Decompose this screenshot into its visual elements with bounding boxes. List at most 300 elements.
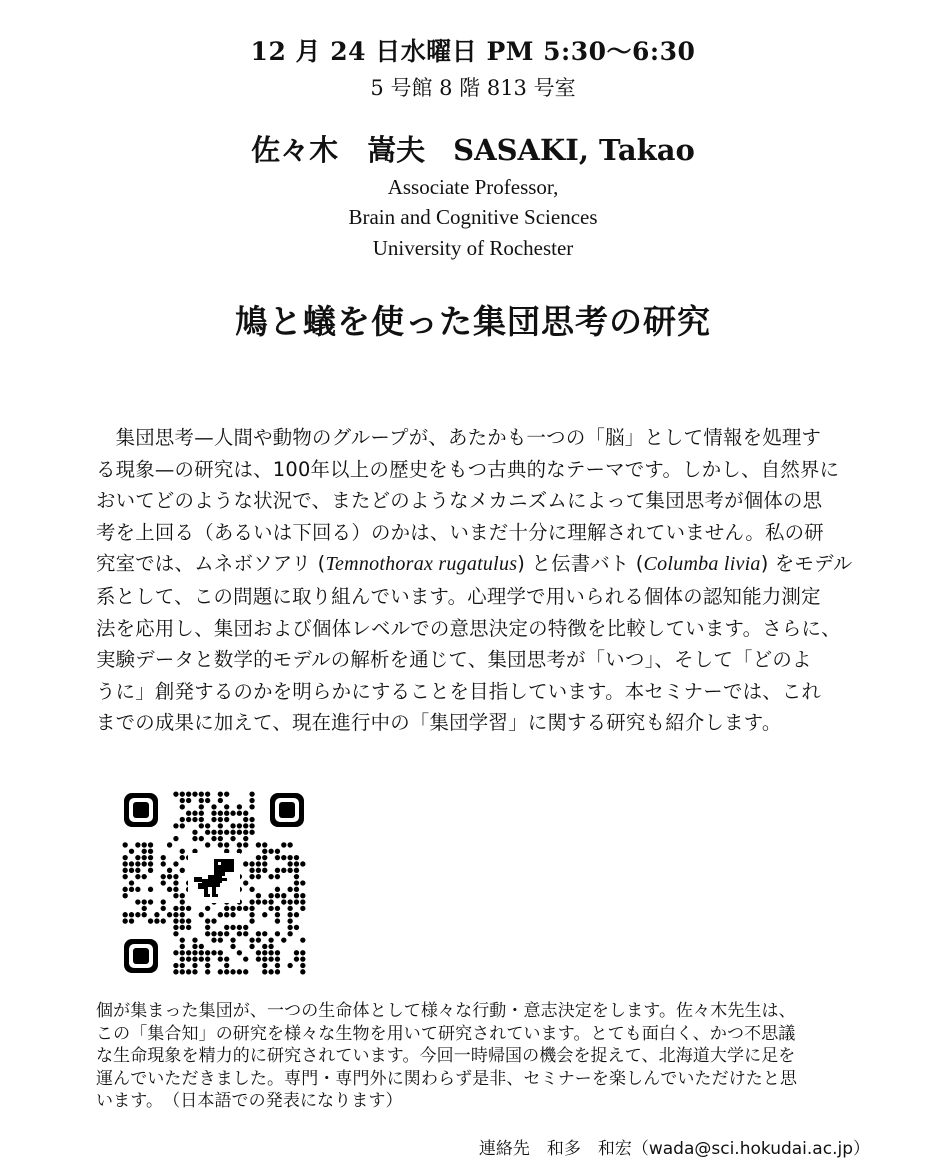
qr-module — [262, 956, 267, 961]
qr-module — [262, 969, 267, 974]
qr-module — [243, 931, 248, 936]
qr-module — [211, 950, 216, 955]
abstract-text: ) と伝書バト ( — [517, 552, 644, 576]
qr-module — [199, 817, 204, 822]
qr-module — [148, 855, 153, 860]
qr-code[interactable] — [122, 791, 306, 975]
qr-module — [161, 906, 166, 911]
qr-module — [237, 842, 242, 847]
qr-module — [275, 912, 280, 917]
qr-module — [249, 830, 254, 835]
qr-module — [205, 842, 210, 847]
qr-module — [281, 855, 286, 860]
qr-module — [300, 950, 305, 955]
abstract-text: ) をモデル — [760, 552, 853, 576]
qr-module — [287, 906, 292, 911]
qr-module — [237, 969, 242, 974]
qr-module — [243, 906, 248, 911]
qr-module — [180, 849, 185, 854]
qr-module — [192, 937, 197, 942]
qr-module — [218, 950, 223, 955]
qr-module — [262, 912, 267, 917]
qr-module — [243, 969, 248, 974]
qr-module — [224, 804, 229, 809]
qr-module — [281, 937, 286, 942]
qr-module — [300, 861, 305, 866]
qr-module — [243, 817, 248, 822]
qr-module — [148, 899, 153, 904]
qr-module — [262, 842, 267, 847]
qr-module — [262, 950, 267, 955]
qr-module — [167, 887, 172, 892]
qr-module — [275, 963, 280, 968]
qr-module — [199, 944, 204, 949]
qr-module — [218, 830, 223, 835]
qr-module — [268, 937, 273, 942]
qr-module — [300, 893, 305, 898]
speaker-university: University of Rochester — [372, 236, 574, 260]
qr-module — [218, 836, 223, 841]
qr-module — [135, 887, 140, 892]
qr-module — [237, 823, 242, 828]
speaker-position: Associate Professor, — [387, 175, 559, 199]
qr-module — [243, 823, 248, 828]
qr-module — [180, 925, 185, 930]
qr-module — [224, 931, 229, 936]
qr-module — [218, 912, 223, 917]
qr-module — [262, 931, 267, 936]
qr-module — [135, 874, 140, 879]
qr-module — [218, 798, 223, 803]
qr-module — [256, 842, 261, 847]
qr-module — [218, 842, 223, 847]
qr-module — [294, 887, 299, 892]
qr-module — [230, 925, 235, 930]
qr-module — [249, 804, 254, 809]
qr-module — [249, 887, 254, 892]
qr-module — [224, 817, 229, 822]
qr-module — [224, 811, 229, 816]
qr-module — [186, 798, 191, 803]
qr-module — [256, 899, 261, 904]
qr-module — [275, 918, 280, 923]
qr-module — [192, 969, 197, 974]
qr-module — [287, 918, 292, 923]
qr-module — [294, 868, 299, 873]
qr-module — [262, 963, 267, 968]
qr-module — [186, 956, 191, 961]
qr-module — [300, 906, 305, 911]
dinosaur-icon — [188, 853, 240, 903]
qr-module — [186, 811, 191, 816]
qr-module — [123, 912, 128, 917]
qr-module — [268, 899, 273, 904]
qr-module — [224, 963, 229, 968]
qr-module — [211, 804, 216, 809]
speaker-department: Brain and Cognitive Sciences — [348, 205, 598, 229]
qr-module — [123, 855, 128, 860]
abstract-line: おいてどのような状況で、またどのようなメカニズムによって集団思考が個体の思 — [96, 489, 823, 513]
qr-module — [192, 944, 197, 949]
qr-module — [129, 912, 134, 917]
qr-module — [180, 950, 185, 955]
qr-module — [211, 937, 216, 942]
qr-module — [256, 861, 261, 866]
qr-module — [275, 855, 280, 860]
qr-module — [243, 880, 248, 885]
qr-module — [224, 956, 229, 961]
qr-module — [129, 868, 134, 873]
qr-module — [218, 937, 223, 942]
qr-module — [230, 912, 235, 917]
qr-module — [300, 963, 305, 968]
qr-module — [230, 823, 235, 828]
qr-module — [237, 950, 242, 955]
qr-module — [294, 956, 299, 961]
qr-module — [275, 906, 280, 911]
qr-module — [180, 963, 185, 968]
qr-module — [294, 912, 299, 917]
qr-module — [268, 906, 273, 911]
qr-module — [173, 963, 178, 968]
qr-module — [237, 830, 242, 835]
qr-module — [192, 836, 197, 841]
qr-module — [243, 830, 248, 835]
comment-line: 運んでいただきました。専門・専門外に関わらず是非、セミナーを楽しんでいただけたと思 — [96, 1068, 798, 1089]
qr-module — [275, 887, 280, 892]
qr-module — [287, 855, 292, 860]
qr-module — [287, 925, 292, 930]
qr-module — [281, 893, 286, 898]
abstract-line: 考を上回る（あるいは下回る）のかは、いまだ十分に理解されていません。私の研 — [96, 520, 824, 544]
qr-module — [230, 906, 235, 911]
qr-module — [249, 823, 254, 828]
qr-module — [173, 906, 178, 911]
abstract — [96, 422, 896, 739]
abstract-text: 究室では、ムネボソアリ ( — [96, 552, 326, 576]
qr-module — [180, 855, 185, 860]
qr-module — [180, 792, 185, 797]
qr-module — [237, 906, 242, 911]
qr-module — [173, 918, 178, 923]
qr-module — [205, 792, 210, 797]
qr-module — [186, 925, 191, 930]
abstract-line: 実験データと数学的モデルの解析を通じて、集団思考が「いつ」、そして「どのよ — [96, 648, 812, 672]
qr-module — [192, 792, 197, 797]
qr-module — [294, 950, 299, 955]
qr-module — [256, 937, 261, 942]
qr-module — [224, 830, 229, 835]
qr-module — [135, 899, 140, 904]
qr-module — [218, 969, 223, 974]
qr-module — [256, 855, 261, 860]
qr-module — [275, 969, 280, 974]
qr-module — [199, 804, 204, 809]
qr-module — [300, 969, 305, 974]
qr-module — [142, 912, 147, 917]
qr-finder-bottom-left — [124, 939, 158, 973]
qr-module — [192, 956, 197, 961]
qr-module — [161, 918, 166, 923]
abstract-line: る現象—の研究は、100年以上の歴史をもつ古典的なテーマです。しかし、自然界に — [96, 457, 840, 481]
abstract-line: 集団思考—人間や動物のグループが、あたかも一つの「脳」として情報を処理す — [96, 426, 822, 449]
qr-module — [142, 906, 147, 911]
qr-module — [294, 893, 299, 898]
qr-module — [294, 880, 299, 885]
qr-module — [268, 950, 273, 955]
qr-module — [294, 861, 299, 866]
qr-module — [275, 956, 280, 961]
qr-module — [256, 893, 261, 898]
abstract-line: 法を応用し、集団および個体レベルでの意思決定の特徴を比較しています。さらに、 — [96, 616, 841, 640]
qr-module — [186, 906, 191, 911]
qr-module — [123, 918, 128, 923]
event-room: 5 号館 8 階 813 号室 — [370, 76, 576, 100]
qr-module — [230, 969, 235, 974]
qr-module — [262, 944, 267, 949]
qr-module — [218, 817, 223, 822]
qr-module — [275, 868, 280, 873]
qr-module — [218, 956, 223, 961]
qr-module — [173, 874, 178, 879]
qr-module — [230, 937, 235, 942]
qr-module — [262, 861, 267, 866]
qr-module — [135, 868, 140, 873]
qr-module — [186, 918, 191, 923]
qr-module — [205, 823, 210, 828]
qr-module — [199, 798, 204, 803]
qr-module — [148, 918, 153, 923]
qr-module — [186, 969, 191, 974]
qr-module — [287, 887, 292, 892]
qr-module — [123, 874, 128, 879]
qr-module — [142, 874, 147, 879]
qr-module — [129, 887, 134, 892]
qr-module — [142, 842, 147, 847]
qr-module — [218, 823, 223, 828]
qr-module — [249, 874, 254, 879]
qr-module — [173, 887, 178, 892]
qr-module — [249, 817, 254, 822]
qr-module — [249, 912, 254, 917]
qr-module — [268, 874, 273, 879]
qr-module — [180, 868, 185, 873]
qr-module — [287, 899, 292, 904]
qr-module — [148, 868, 153, 873]
abstract-line: までの成果に加えて、現在進行中の「集団学習」に関する研究も紹介します。 — [96, 711, 782, 735]
qr-module — [268, 969, 273, 974]
qr-module — [237, 925, 242, 930]
qr-module — [294, 899, 299, 904]
qr-module — [173, 893, 178, 898]
qr-module — [173, 823, 178, 828]
speaker-name — [0, 128, 946, 169]
comment-line: います。 （日本語での発表になります） — [96, 1091, 403, 1111]
qr-module — [224, 912, 229, 917]
qr-module — [275, 950, 280, 955]
qr-module — [230, 811, 235, 816]
qr-module — [123, 887, 128, 892]
qr-module — [243, 925, 248, 930]
qr-module — [300, 880, 305, 885]
qr-module — [161, 855, 166, 860]
qr-module — [180, 956, 185, 961]
qr-module — [173, 792, 178, 797]
qr-module — [230, 944, 235, 949]
qr-module — [180, 906, 185, 911]
qr-module — [243, 836, 248, 841]
qr-module — [294, 925, 299, 930]
qr-module — [243, 956, 248, 961]
qr-module — [256, 874, 261, 879]
qr-module — [243, 842, 248, 847]
qr-module — [211, 817, 216, 822]
qr-module — [161, 880, 166, 885]
qr-module — [218, 931, 223, 936]
qr-module — [123, 861, 128, 866]
qr-finder-top-left — [124, 793, 158, 827]
qr-module — [275, 849, 280, 854]
contact-info: 連絡先 和多 和宏（wada@sci.hokudai.ac.jp） — [478, 1139, 870, 1159]
qr-module — [243, 811, 248, 816]
qr-module — [249, 906, 254, 911]
qr-module — [287, 861, 292, 866]
qr-module — [173, 950, 178, 955]
qr-module — [135, 855, 140, 860]
qr-module — [199, 836, 204, 841]
qr-module — [161, 899, 166, 904]
qr-module — [167, 842, 172, 847]
qr-module — [300, 937, 305, 942]
qr-module — [256, 956, 261, 961]
comment-line: な生命現象を精力的に研究されています。今回一時帰国の機会を捉えて、北海道大学に足を — [96, 1046, 796, 1066]
qr-module — [249, 937, 254, 942]
qr-module — [224, 842, 229, 847]
qr-module — [192, 817, 197, 822]
qr-module — [129, 861, 134, 866]
qr-module — [199, 956, 204, 961]
qr-module — [249, 798, 254, 803]
qr-module — [281, 842, 286, 847]
qr-module — [237, 811, 242, 816]
qr-module — [287, 963, 292, 968]
qr-module — [237, 804, 242, 809]
qr-module — [205, 830, 210, 835]
qr-module — [173, 931, 178, 936]
qr-module — [186, 792, 191, 797]
qr-module — [123, 893, 128, 898]
qr-module — [199, 811, 204, 816]
qr-module — [300, 899, 305, 904]
qr-module — [173, 925, 178, 930]
talk-title: 鳩と蟻を使った集団思考の研究 — [235, 302, 711, 341]
qr-module — [142, 849, 147, 854]
qr-module — [249, 861, 254, 866]
qr-module — [135, 861, 140, 866]
qr-module — [211, 830, 216, 835]
qr-module — [154, 918, 159, 923]
qr-module — [135, 842, 140, 847]
qr-module — [275, 931, 280, 936]
qr-module — [142, 899, 147, 904]
qr-module — [180, 912, 185, 917]
ant-species-name: Temnothorax rugatulus — [325, 553, 518, 576]
qr-module — [249, 792, 254, 797]
speaker-name-en: SASAKI, Takao — [453, 133, 695, 167]
qr-module — [262, 855, 267, 860]
qr-module — [287, 868, 292, 873]
qr-module — [173, 969, 178, 974]
qr-module — [218, 792, 223, 797]
abstract-line: 系として、この問題に取り組んでいます。心理学で用いられる個体の認知能力測定 — [96, 584, 821, 608]
qr-module — [249, 918, 254, 923]
qr-module — [173, 880, 178, 885]
qr-module — [205, 950, 210, 955]
qr-module — [167, 868, 172, 873]
qr-module — [180, 817, 185, 822]
qr-finder-top-right — [270, 793, 304, 827]
qr-module — [161, 874, 166, 879]
qr-module — [180, 798, 185, 803]
host-comment — [96, 1000, 896, 1113]
qr-module — [205, 969, 210, 974]
qr-module — [287, 842, 292, 847]
qr-module — [161, 861, 166, 866]
qr-module — [243, 861, 248, 866]
qr-module — [211, 836, 216, 841]
qr-module — [180, 804, 185, 809]
qr-module — [186, 950, 191, 955]
qr-module — [224, 792, 229, 797]
qr-module — [180, 823, 185, 828]
qr-module — [186, 817, 191, 822]
qr-module — [167, 912, 172, 917]
qr-module — [294, 855, 299, 860]
qr-module — [199, 792, 204, 797]
qr-module — [205, 906, 210, 911]
qr-module — [129, 918, 134, 923]
qr-module — [192, 830, 197, 835]
qr-module — [180, 899, 185, 904]
abstract-line: うに」創発するのかを明らかにすることを目指しています。本セミナーでは、これ — [96, 679, 822, 703]
qr-module — [205, 956, 210, 961]
qr-module — [205, 931, 210, 936]
qr-module — [268, 893, 273, 898]
qr-module — [148, 849, 153, 854]
qr-module — [180, 969, 185, 974]
qr-module — [256, 950, 261, 955]
qr-module — [224, 969, 229, 974]
qr-module — [129, 880, 134, 885]
qr-module — [192, 811, 197, 816]
qr-module — [142, 861, 147, 866]
qr-module — [300, 956, 305, 961]
qr-module — [167, 874, 172, 879]
qr-module — [256, 868, 261, 873]
qr-module — [123, 868, 128, 873]
speaker-name-ja: 佐々木 嵩夫 — [251, 133, 426, 167]
qr-module — [199, 912, 204, 917]
qr-module — [148, 861, 153, 866]
qr-module — [148, 887, 153, 892]
qr-module — [268, 849, 273, 854]
qr-module — [281, 868, 286, 873]
qr-module — [275, 874, 280, 879]
qr-module — [287, 912, 292, 917]
qr-module — [218, 811, 223, 816]
qr-module — [192, 950, 197, 955]
qr-module — [211, 931, 216, 936]
